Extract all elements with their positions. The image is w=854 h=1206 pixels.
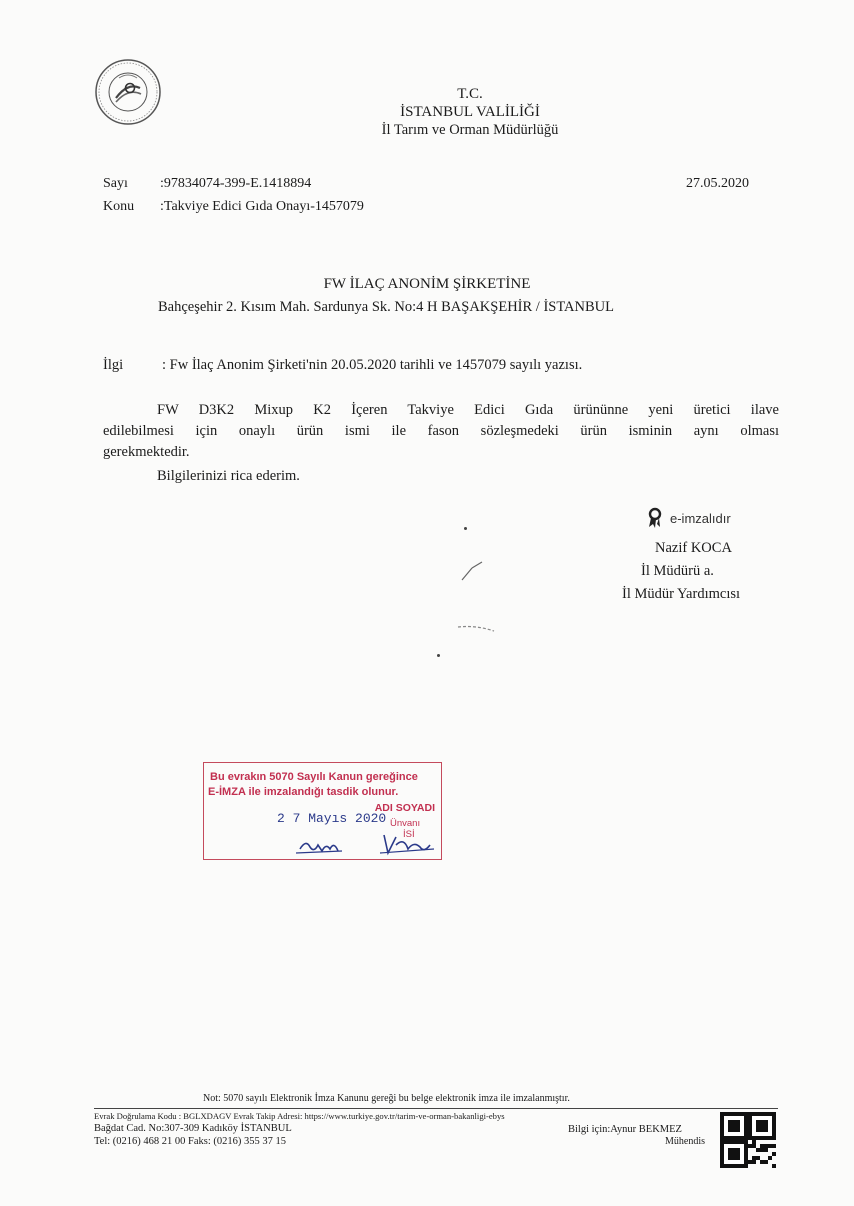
footer-divider: [94, 1108, 778, 1109]
handwritten-signature: [296, 831, 446, 857]
ilgi-label: İlgi: [103, 357, 124, 373]
scan-speck: [437, 654, 440, 657]
stamp-line-2: E-İMZA ile imzalandığı tasdik olunur.: [208, 786, 399, 798]
stamp-title-label: Ünvanı: [390, 818, 421, 829]
header-line-tc: T.C.: [457, 86, 483, 102]
body-paragraph-line-3: gerekmektedir.: [103, 444, 190, 460]
body-paragraph-line-1: FW D3K2 Mixup K2 İçeren Takviye Edici Gıda ürününne yeni üretici ilave: [157, 402, 779, 418]
signer-name: Nazif KOCA: [655, 540, 732, 556]
stamp-name-label: ADI SOYADI: [374, 802, 435, 814]
footer-verification: Evrak Doğrulama Kodu : BGLXDAGV Evrak Takip Adresi: https://www.turkiye.gov.tr/tarim-ve-orman-bakanligi-ebys: [94, 1111, 505, 1121]
closing-sentence: Bilgilerinizi rica ederim.: [157, 468, 300, 484]
scan-speck: [464, 527, 467, 530]
header-block: [240, 86, 700, 139]
certification-stamp: [203, 762, 442, 860]
qr-code-icon: [720, 1112, 776, 1168]
recipient-address: Bahçeşehir 2. Kısım Mah. Sardunya Sk. No:4 H BAŞAKŞEHİR / İSTANBUL: [158, 299, 614, 315]
stamp-title-suffix: İSİ: [403, 829, 415, 840]
sayi-value: :97834074-399-E.1418894: [160, 176, 312, 191]
footer-info-title: Mühendis: [665, 1136, 705, 1147]
footer-info-contact: Bilgi için:Aynur BEKMEZ: [568, 1124, 682, 1135]
footer-phone: Tel: (0216) 468 21 00 Faks: (0216) 355 37 15: [94, 1136, 287, 1147]
scan-mark: [458, 560, 486, 582]
footer-address: Bağdat Cad. No:307-309 Kadıköy İSTANBUL: [94, 1123, 292, 1134]
ilgi-value: : Fw İlaç Anonim Şirketi'nin 20.05.2020 tarihli ve 1457079 sayılı yazısı.: [162, 357, 583, 373]
document-date: 27.05.2020: [686, 176, 749, 191]
signer-title-2: İl Müdür Yardımcısı: [622, 586, 741, 602]
recipient-name: FW İLAÇ ANONİM ŞİRKETİNE: [323, 276, 531, 292]
stamp-date: 2 7 Mayıs 2020: [277, 811, 387, 826]
header-line-mudurluk: İl Tarım ve Orman Müdürlüğü: [381, 122, 559, 138]
signer-title-1: İl Müdürü a.: [641, 563, 714, 579]
scan-mark: [456, 620, 496, 630]
sayi-label: Sayı: [103, 176, 128, 191]
stamp-line-1: Bu evrakın 5070 Sayılı Kanun gereğince: [210, 771, 418, 783]
ribbon-badge-icon: [646, 507, 668, 529]
e-signature-label: e-imzalıdır: [670, 511, 731, 526]
body-paragraph-line-2: edilebilmesi için onaylı ürün ismi ile fason sözleşmedeki ürün isminin aynı olması: [103, 423, 779, 439]
ministry-seal-icon: [94, 58, 162, 126]
footer-note: Not: 5070 sayılı Elektronik İmza Kanunu gereği bu belge elektronik imza ile imzalanmıştır.: [203, 1093, 570, 1104]
header-line-valilik: İSTANBUL VALİLİĞİ: [400, 104, 540, 120]
konu-label: Konu: [103, 199, 135, 214]
konu-value: :Takviye Edici Gıda Onayı-1457079: [160, 199, 364, 214]
